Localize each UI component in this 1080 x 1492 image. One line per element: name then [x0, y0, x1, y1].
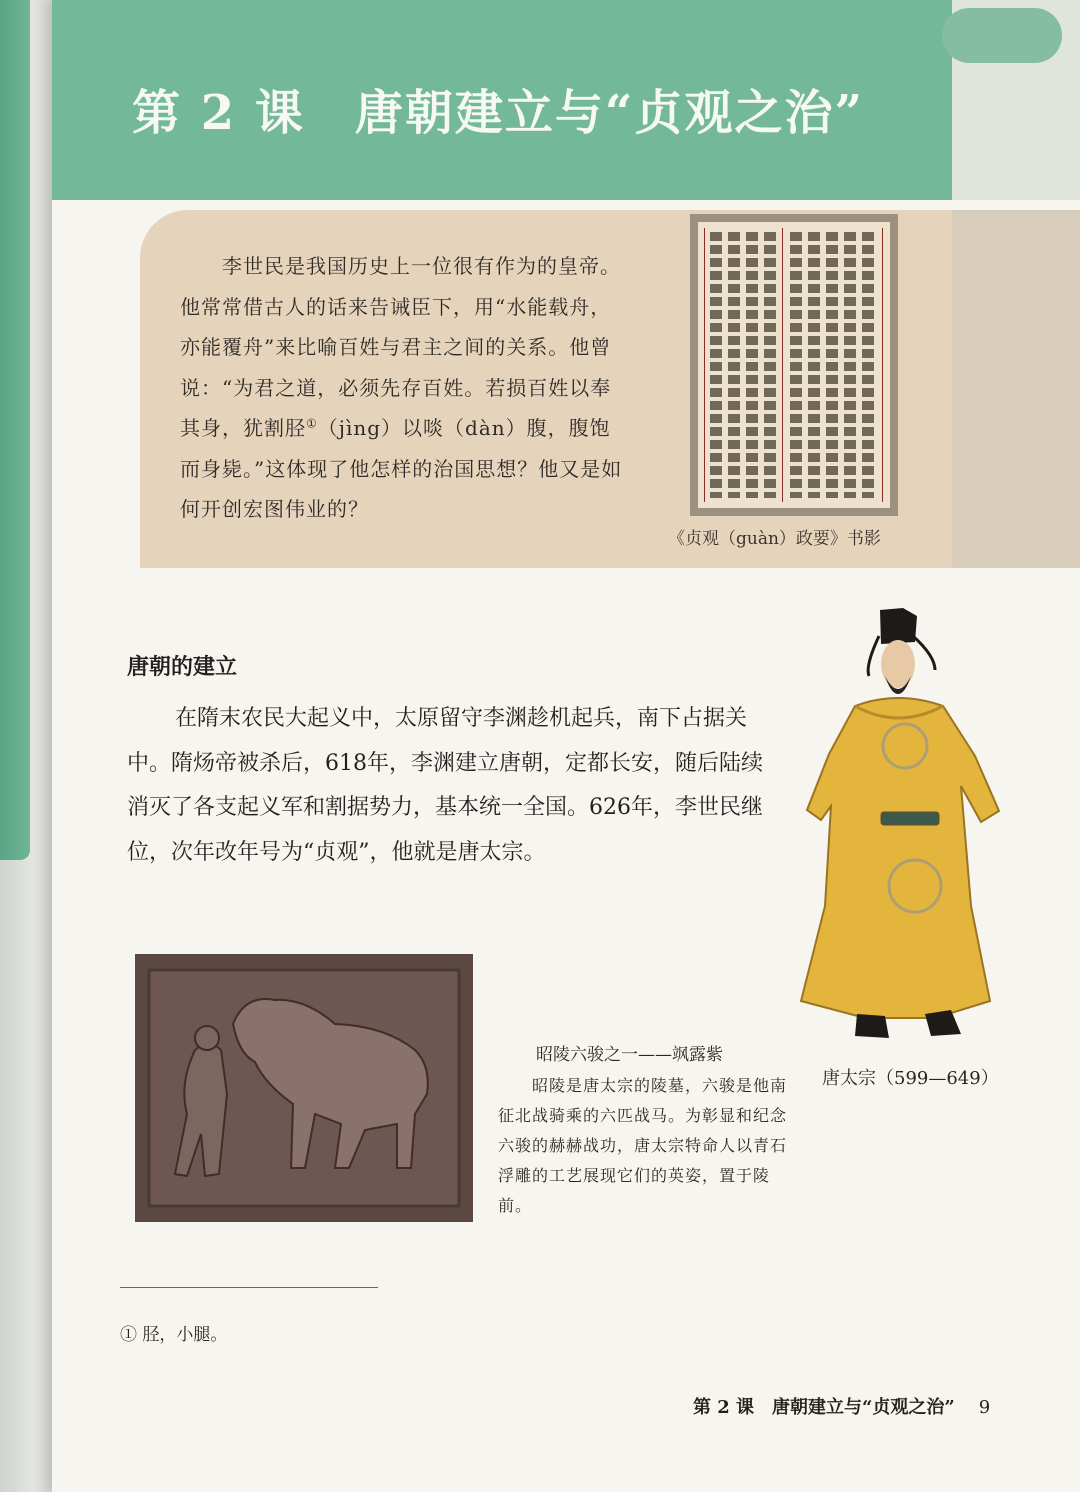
intro-text-part2: （jìng）以啖（dàn）腹，腹饱而身毙。”这体现了他怎样的治国思想？他又是如何开创宏图伟业的？: [180, 416, 623, 521]
section-heading: 唐朝的建立: [127, 654, 238, 680]
lesson-heading: 唐朝建立与“贞观之治”: [354, 85, 865, 141]
previous-page-edge: [0, 0, 52, 1492]
lesson-title: [132, 74, 864, 143]
page-footer: [693, 1393, 990, 1419]
book-image-caption: 《贞观（guàn）政要》书影: [668, 529, 881, 549]
saluzi-relief-image: [135, 954, 473, 1222]
footnote-divider: [120, 1287, 378, 1288]
lesson-number: 第 2 课: [132, 85, 305, 141]
relief-caption-title: 昭陵六骏之一——飒露紫: [536, 1045, 723, 1065]
section-paragraph: 在隋末农民大起义中，太原留守李渊趁机起兵，南下占据关中。隋炀帝被杀后，618年，李渊建立唐朝，定都长安，随后陆续消灭了各支起义军和割据势力，基本统一全国。626年，李世民继位，次年改年号为“贞观”，他就是唐太宗。: [127, 706, 763, 865]
intro-text: [180, 246, 630, 530]
portrait-caption: 唐太宗（599—649）: [822, 1068, 999, 1089]
section-body: [127, 697, 767, 875]
footnote-marker: ①: [306, 416, 318, 431]
intro-text-part1: 李世民是我国历史上一位很有作为的皇帝。他常常借古人的话来告诫臣下，用“水能载舟，亦能覆舟”来比喻百姓与君主之间的关系。他曾说：“为君之道，必须先存百姓。若损百姓以奉其身，犹割胫: [180, 254, 621, 440]
tang-taizong-portrait: [785, 606, 1015, 1046]
relief-caption: [498, 1040, 798, 1221]
relief-caption-body: 昭陵是唐太宗的陵墓，六骏是他南征北战骑乘的六匹战马。为彰显和纪念六骏的赫赫战功，唐太宗特命人以青石浮雕的工艺展现它们的英姿，置于陵前。: [498, 1076, 788, 1215]
footnote: ① 胫，小腿。: [120, 1325, 228, 1345]
zhenguan-zhengyao-book-image: [690, 214, 898, 516]
intro-panel-extension: [952, 210, 1080, 568]
running-title: 第 2 课 唐朝建立与“贞观之治”: [693, 1397, 955, 1418]
page-number: 9: [978, 1397, 991, 1418]
header-right-corner: [952, 0, 1080, 200]
